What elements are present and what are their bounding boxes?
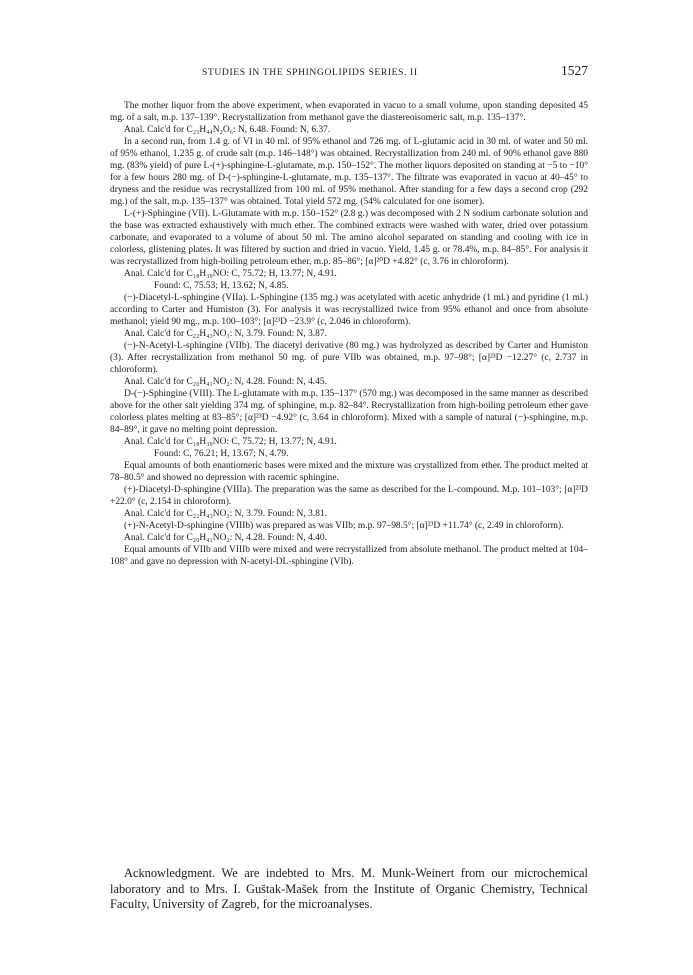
body-text xyxy=(110,100,588,568)
analysis-line: Anal. Calc'd for C₁₈H₃₉NO: C, 75.72; H, 13.77; N, 4.91. xyxy=(124,269,337,279)
acknowledgment: Acknowledgment. We are indebted to Mrs. M. Munk-Weinert from our microchemical laboratory and to Mrs. I. Guštak-Mašek from the Institute of Organic Chemistry, Technical Faculty, University of Zagreb, for the microanalyses. xyxy=(110,866,588,912)
paragraph: (−)-N-Acetyl-L-sphingine (VIIb). The diacetyl derivative (80 mg.) was hydrolyzed as described by Carter and Humiston (3). After recrystallization from methanol 50 mg. of pure VIIb was obtained, m.p. 97–98°; [α]²³D −12.27° (c, 2.737 in chloroform). xyxy=(110,341,588,375)
paragraph: (+)-N-Acetyl-D-sphingine (VIIIb) was prepared as was VIIb; m.p. 97–98.5°; [α]²³D +11.74° (c, 2.49 in chloroform). xyxy=(124,521,564,531)
page-number: 1527 xyxy=(561,63,588,78)
paragraph: In a second run, from 1.4 g. of VI in 40 ml. of 95% ethanol and 726 mg. of L-glutamic acid in 30 ml. of water and 50 ml. of 95% ethanol, 1.235 g. of crude salt (m.p. 146–148°) was obtained. Recrystallization from 240 ml. of 90% ethanol gave 880 mg. (83% yield) of pure L-(+)-sphingine-L-glutamate, m.p. 150–152°. The mother liquors deposited on standing at −5 to −10° for a few hours 280 mg. of D-(−)-sphingine-L-glutamate, m.p. 135–137°. The filtrate was evaporated in vacuo at 40–45° to dryness and the residue was recrystallized from 100 ml. of 95% methanol. After standing for a few days a second crop (292 mg.) of the salt, m.p. 135–137° was obtained. Total yield 572 mg. (54% calculated for one isomer). xyxy=(110,137,588,207)
analysis-line: Anal. Calc'd for C₂₃H₄₄N₂O₆: N, 6.48. Found: N, 6.37. xyxy=(124,125,331,135)
acknowledgment-section xyxy=(110,866,588,913)
analysis-line: Anal. Calc'd for C₂₂H₄₃NO₃: N, 3.79. Found: N, 3.81. xyxy=(124,509,327,519)
found-line: Found: C, 75.53; H, 13.62; N, 4.85. xyxy=(154,281,289,291)
running-head-title: STUDIES IN THE SPHINGOLIPIDS SERIES. II xyxy=(202,67,418,78)
paragraph: The mother liquor from the above experiment, when evaporated in vacuo to a small volume, upon standing deposited 45 mg. of a salt, m.p. 137–139°. Recrystallization from methanol gave the diastereoisomeric salt, m.p. 135–137°. xyxy=(110,101,588,123)
paragraph: Equal amounts of both enantiomeric bases were mixed and the mixture was crystallized from ether. The product melted at 78–80.5° and showed no depression with racemic sphingine. xyxy=(110,461,588,483)
analysis-line: Anal. Calc'd for C₂₂H₄₃NO₃: N, 3.79. Found: N, 3.87. xyxy=(124,329,327,339)
paragraph: (−)-Diacetyl-L-sphingine (VIIa). L-Sphingine (135 mg.) was acetylated with acetic anhydride (1 ml.) and pyridine (1 ml.) according to Carter and Humiston (3). For analysis it was recrystallized twice from 95% ethanol and once from absolute methanol; yield 90 mg., m.p. 100–103°; [α]²³D −23.9° (c, 2.046 in chloroform). xyxy=(110,293,588,327)
paragraph: D-(−)-Sphingine (VIII). The L-glutamate with m.p. 135–137° (570 mg.) was decomposed in the same manner as described above for the other salt yielding 374 mg. of sphingine, m.p. 82–84°. Recrystallization from high-boiling petroleum ether gave colorless plates melting at 83–85°; [α]²³D −4.92° (c, 3.64 in chloroform). Mixed with a sample of natural (−)-sphingine, m.p. 84–89°, it gave no melting point depression. xyxy=(110,389,588,435)
paragraph: (+)-Diacetyl-D-sphingine (VIIIa). The preparation was the same as described for the L-compound. M.p. 101–103°; [α]²³D +22.0° (c, 2.154 in chloroform). xyxy=(110,485,588,507)
paragraph: L-(+)-Sphingine (VII). L-Glutamate with m.p. 150–152° (2.8 g.) was decomposed with 2 N sodium carbonate solution and the base was extracted exhaustively with much ether. The combined extracts were washed with water, dried over potassium carbonate, and evaporated to a volume of about 50 ml. The amino alcohol separated on standing and cooling with ice in colorless, glistening plates. It was filtered by suction and dried in vacuo. Yield, 1.45 g. or 78.4%, m.p. 84–85°. For analysis it was recrystallized from high-boiling petroleum ether, m.p. 85–86°; [α]²⁰D +4.82° (c, 3.76 in chloroform). xyxy=(110,209,588,267)
found-line: Found: C, 76.21; H, 13.67; N, 4.79. xyxy=(154,449,289,459)
analysis-line: Anal. Calc'd for C₂₀H₄₁NO₂: N, 4.28. Found: N, 4.40. xyxy=(124,533,327,543)
paragraph: Equal amounts of VIIb and VIIIb were mixed and were recrystallized from absolute methanol. The product melted at 104–108° and gave no depression with N-acetyl-DL-sphingine (VIb). xyxy=(110,545,588,567)
analysis-line: Anal. Calc'd for C₁₈H₃₉NO: C, 75.72; H, 13.77; N, 4.91. xyxy=(124,437,337,447)
analysis-line: Anal. Calc'd for C₂₀H₄₁NO₂: N, 4.28. Found: N, 4.45. xyxy=(124,377,327,387)
